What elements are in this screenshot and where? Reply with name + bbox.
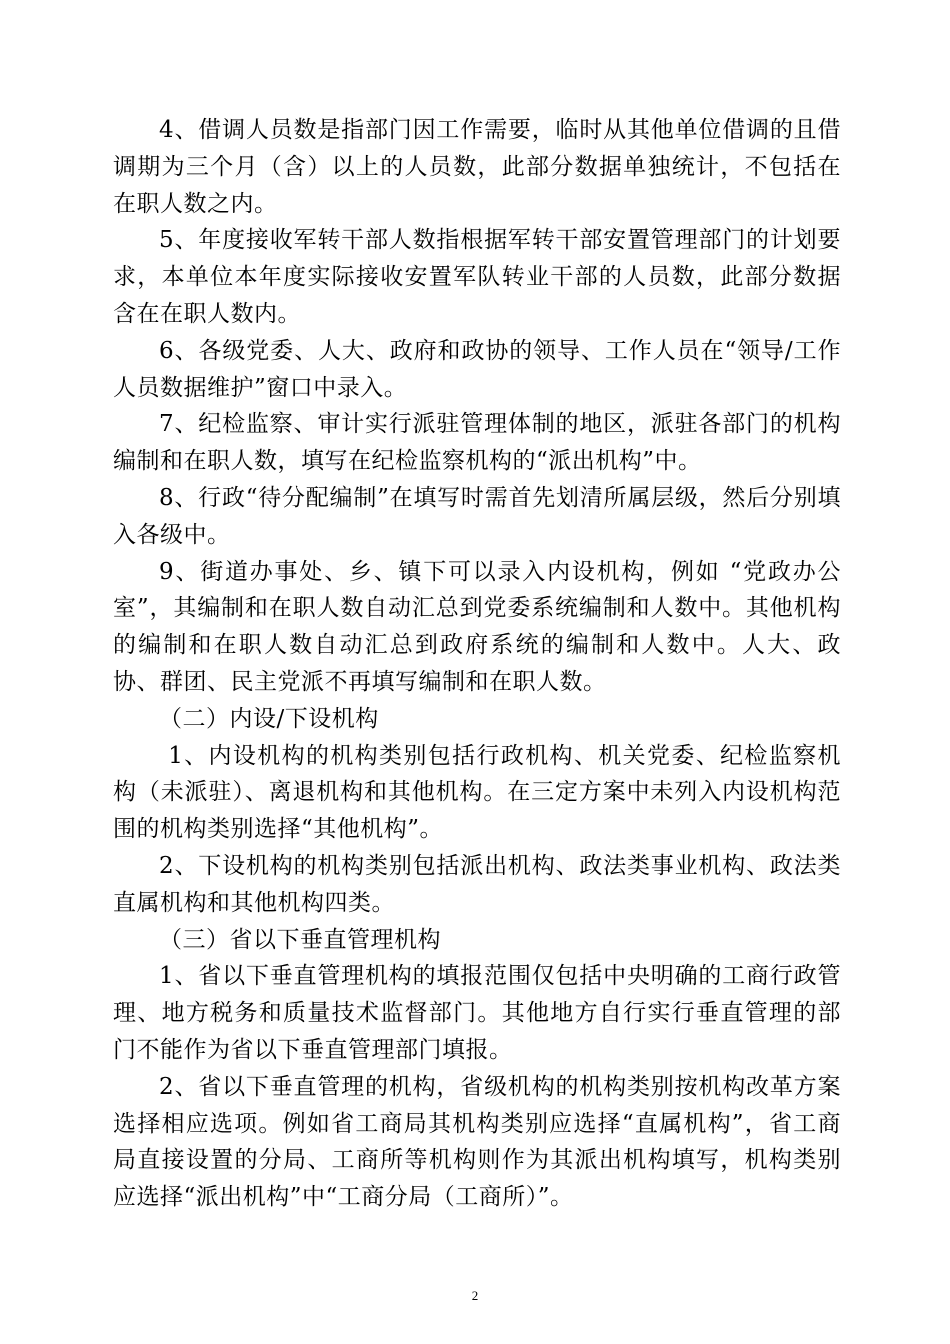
paragraph-vertical-1: 1、省以下垂直管理机构的填报范围仅包括中央明确的工商行政管理、地方税务和质量技术监督部门。其他地方自行实行垂直管理的部门不能作为省以下垂直管理部门填报。 xyxy=(113,963,841,1063)
document-body xyxy=(113,112,841,1216)
paragraph-item-5: 5、年度接收军转干部人数指根据军转干部安置管理部门的计划要求，本单位本年度实际接收安置军队转业干部的人员数，此部分数据含在在职人数内。 xyxy=(113,227,841,327)
paragraph-item-4: 4、借调人员数是指部门因工作需要，临时从其他单位借调的且借调期为三个月（含）以上的人员数，此部分数据单独统计，不包括在在职人数之内。 xyxy=(113,117,841,217)
paragraph-item-9: 9、街道办事处、乡、镇下可以录入内设机构，例如 “党政办公室”，其编制和在职人数自动汇总到党委系统编制和人数中。其他机构的编制和在职人数自动汇总到政府系统的编制和人数中。人大、政协、群团、民主党派不再填写编制和在职人数。 xyxy=(113,558,841,695)
section-heading-internal-institutions: （二）内设/下设机构 xyxy=(159,705,379,732)
paragraph-internal-1: 1、内设机构的机构类别包括行政机构、机关党委、纪检监察机构（未派驻）、离退机构和其他机构。在三定方案中未列入内设机构范围的机构类别选择“其他机构”。 xyxy=(113,742,841,843)
page-number: 2 xyxy=(471,1288,479,1303)
paragraph-internal-2: 2、下设机构的机构类别包括派出机构、政法类事业机构、政法类直属机构和其他机构四类。 xyxy=(113,852,841,916)
section-heading-vertical-management: （三）省以下垂直管理机构 xyxy=(159,926,441,953)
paragraph-vertical-2: 2、省以下垂直管理的机构，省级机构的机构类别按机构改革方案选择相应选项。例如省工商局其机构类别应选择“直属机构”，省工商局直接设置的分局、工商所等机构则作为其派出机构填写，机构类别应选择“派出机构”中“工商分局（工商所）”。 xyxy=(113,1073,841,1211)
paragraph-item-6: 6、各级党委、人大、政府和政协的领导、工作人员在“领导/工作人员数据维护”窗口中录入。 xyxy=(113,337,841,401)
paragraph-item-7: 7、纪检监察、审计实行派驻管理体制的地区，派驻各部门的机构编制和在职人数，填写在纪检监察机构的“派出机构”中。 xyxy=(113,411,841,475)
paragraph-item-8: 8、行政“待分配编制”在填写时需首先划清所属层级，然后分别填入各级中。 xyxy=(113,484,841,548)
